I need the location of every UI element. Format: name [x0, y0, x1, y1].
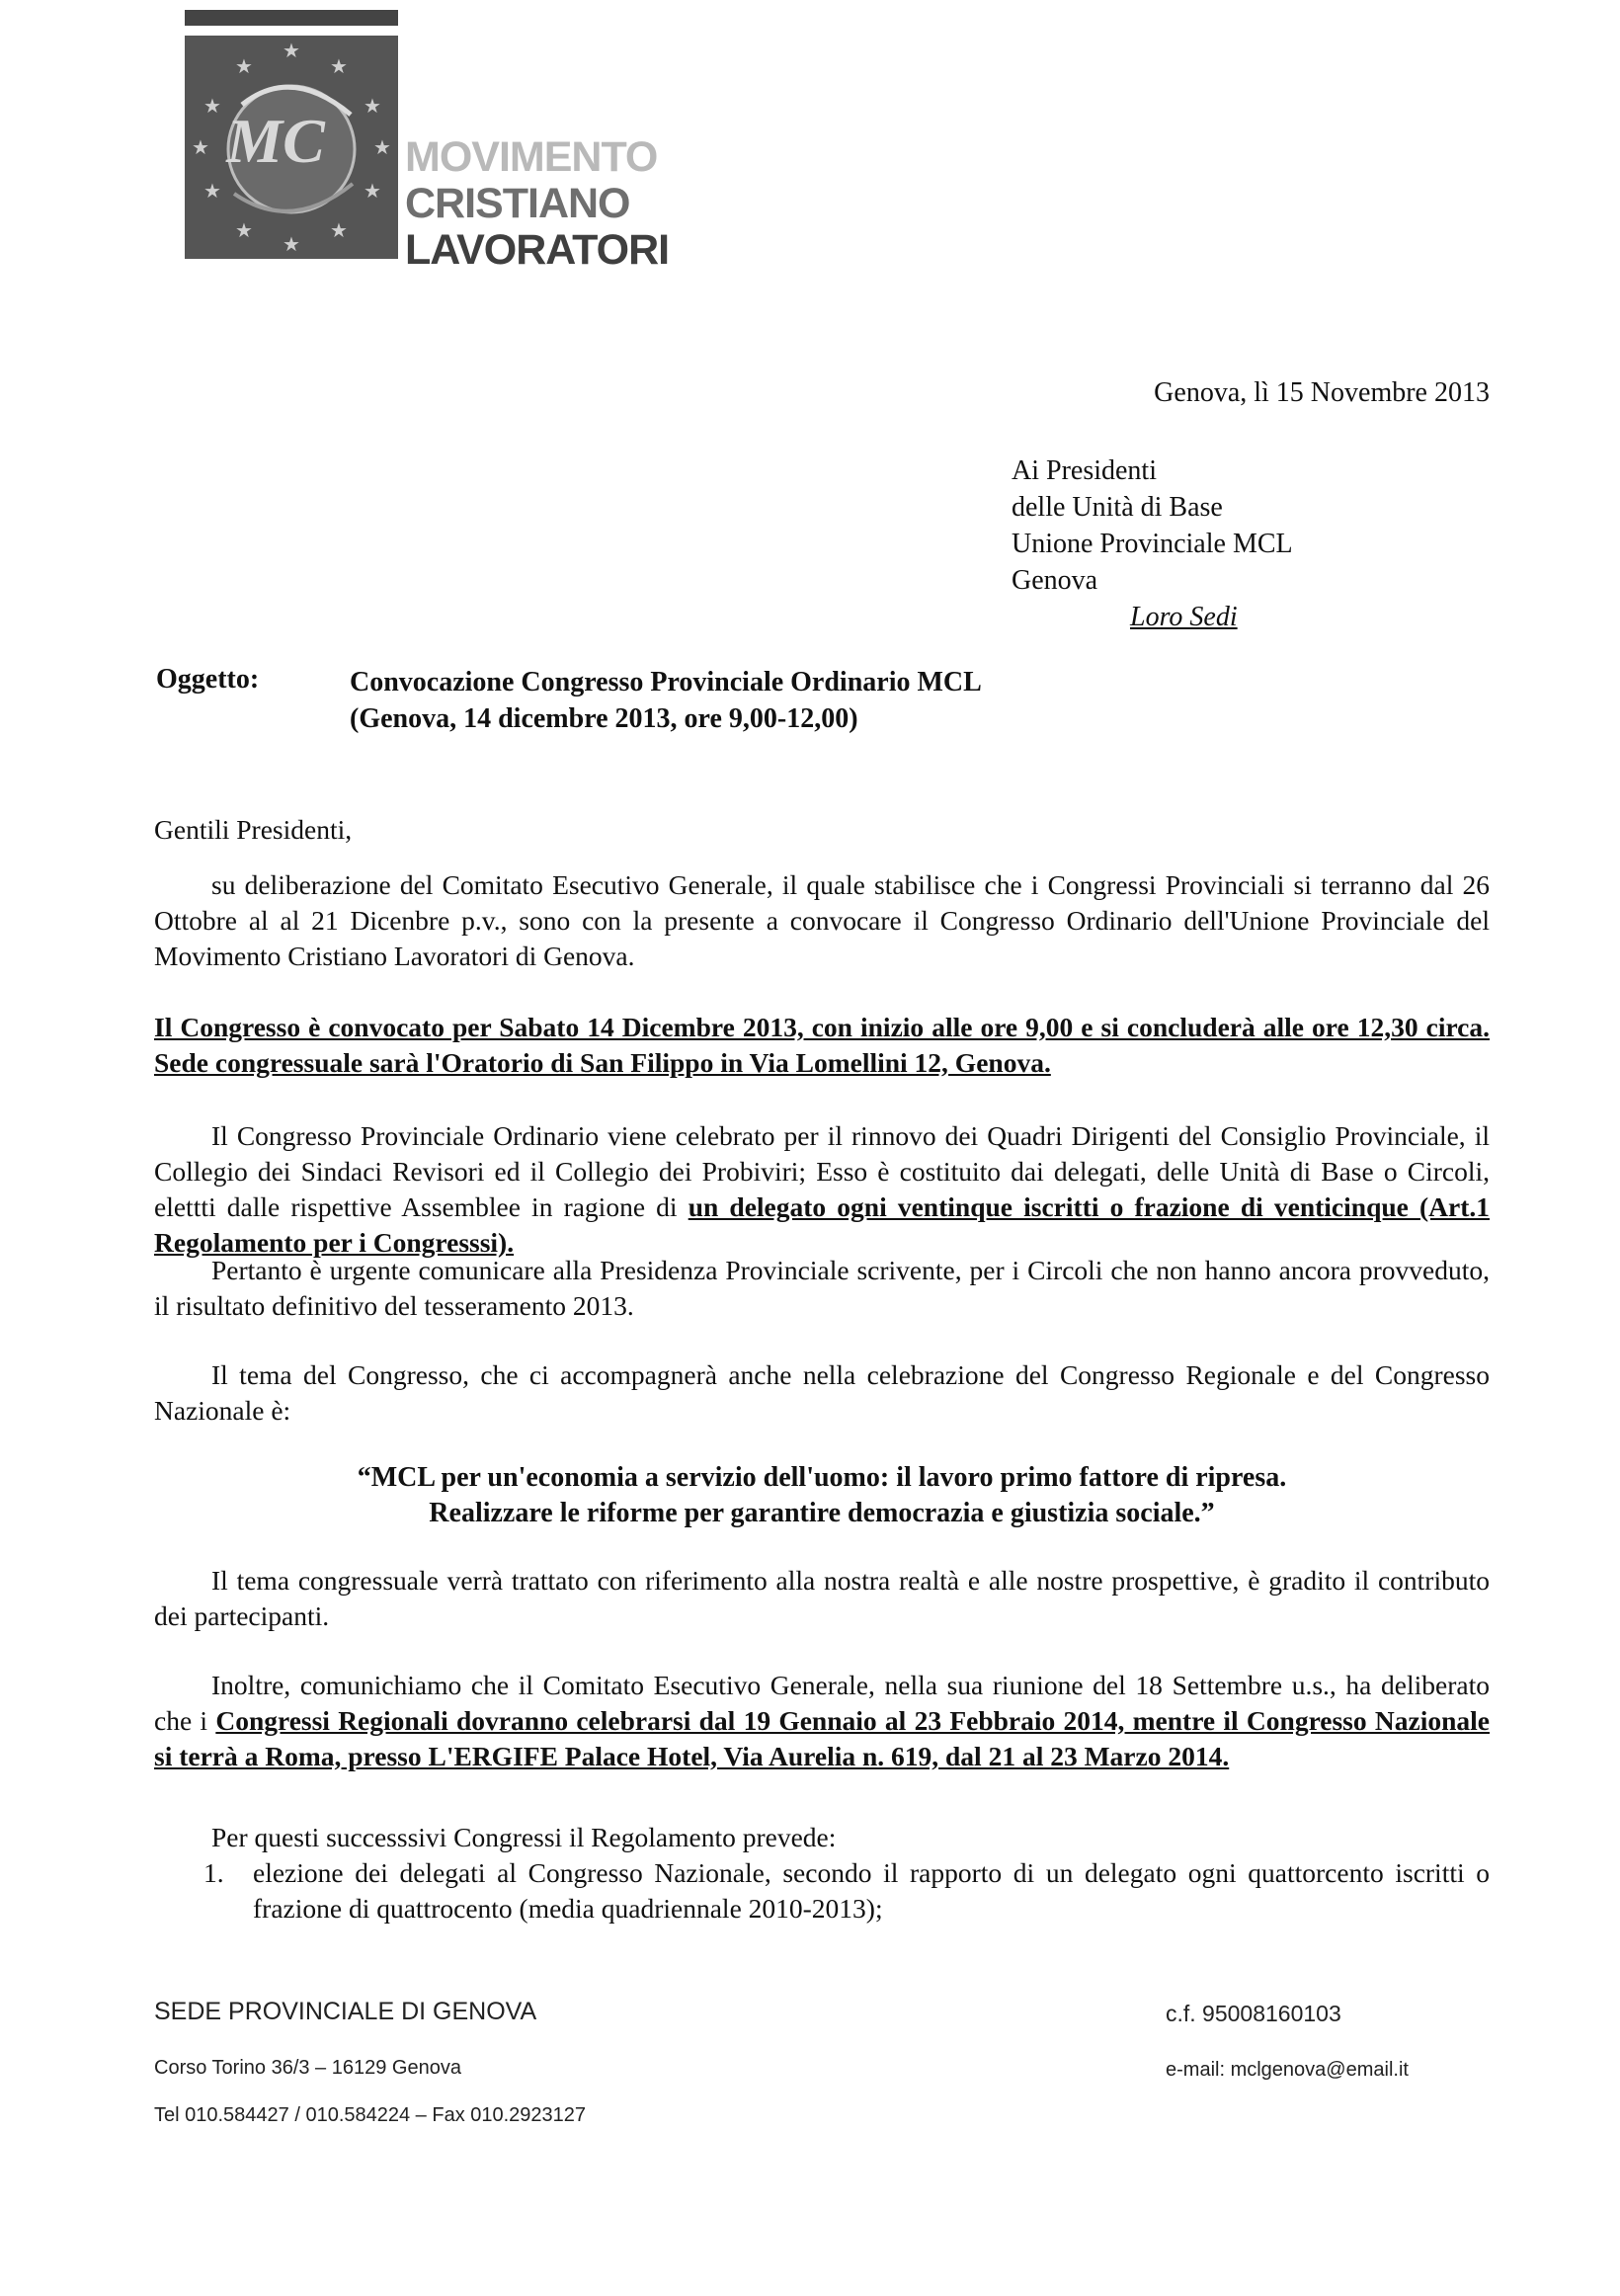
footer-email: e-mail: mclgenova@email.it: [1166, 2059, 1409, 2081]
footer-office-title: SEDE PROVINCIALE DI GENOVA: [154, 1998, 537, 2025]
paragraph-2-convocation: Il Congresso è convocato per Sabato 14 Dicembre 2013, con inizio alle ore 9,00 e si concluderà alle ore 12,30 circa. Sede congressuale sarà l'Oratorio di San Filippo in Via Lomellini 12, Genova.: [154, 1012, 1490, 1078]
addressee-line: delle Unità di Base: [1012, 492, 1223, 523]
footer-tax-code: c.f. 95008160103: [1166, 2001, 1341, 2026]
paragraph-7: [154, 1668, 1490, 1774]
logo-line-3: LAVORATORI: [405, 226, 670, 274]
star-icon: ★: [373, 135, 391, 159]
addressee-block: [1012, 452, 1293, 635]
regulation-list: [154, 1855, 1490, 1927]
paragraph-1: su deliberazione del Comitato Esecutivo Generale, il quale stabilisce che i Congressi Provinciali si terranno dal 26 Ottobre al al 21 Dicenbre p.v., sono con la presente a convocare il Congresso Ordinario dell'Unione Provinciale del Movimento Cristiano Lavoratori di Genova.: [154, 869, 1490, 971]
theme-line-2: Realizzare le riforme per garantire democrazia e giustizia sociale.”: [429, 1498, 1215, 1528]
paragraph-4: Pertanto è urgente comunicare alla Presidenza Provinciale scrivente, per i Circoli che non hanno ancora provveduto, il risultato definitivo del tesseramento 2013.: [154, 1255, 1490, 1321]
subject-line-1: Convocazione Congresso Provinciale Ordinario MCL: [350, 667, 982, 697]
star-icon: ★: [235, 218, 253, 242]
star-icon: ★: [283, 39, 300, 62]
addressee-closing: Loro Sedi: [1130, 602, 1238, 632]
star-icon: ★: [203, 179, 221, 203]
star-icon: ★: [283, 232, 300, 256]
logo-line-2: CRISTIANO: [405, 180, 630, 227]
subject-text: [350, 664, 982, 737]
logo-monogram: MC: [226, 106, 325, 176]
paragraph-7-text: Inoltre, comunichiamo che il Comitato Esecutivo Generale, nella sua riunione del 18 Settembre u.s., ha deliberato che i: [154, 1670, 1490, 1736]
list-item-text: elezione dei delegati al Congresso Nazionale, secondo il rapporto di un delegato ogni quattorcento iscritti o frazione di quattrocento (media quadriennale 2010-2013);: [253, 1857, 1490, 1924]
addressee-line: Unione Provinciale MCL: [1012, 529, 1293, 559]
star-icon: ★: [235, 54, 253, 78]
addressee-line: Ai Presidenti: [1012, 455, 1157, 486]
star-icon: ★: [192, 135, 209, 159]
star-icon: ★: [364, 179, 381, 203]
star-icon: ★: [203, 94, 221, 118]
footer-address: Corso Torino 36/3 – 16129 Genova: [154, 2057, 461, 2079]
congress-theme-quote: [154, 1460, 1490, 1531]
salutation: Gentili Presidenti,: [154, 814, 353, 845]
logo-line-1: MOVIMENTO: [405, 133, 658, 181]
paragraph-6: Il tema congressuale verrà trattato con riferimento alla nostra realtà e alle nostre prospettive, è gradito il contributo dei partecipanti.: [154, 1565, 1490, 1631]
paragraph-3-text: Il Congresso Provinciale Ordinario viene celebrato per il rinnovo dei Quadri Dirigenti del Consiglio Provinciale, il Collegio dei Sindaci Revisori ed il Collegio dei Probiviri; Esso è costituito dai delegati, delle Unità di Base o Circoli, elettti dalle rispettive Assemblee in ragione di: [154, 1120, 1490, 1222]
paragraph-3: [154, 1118, 1490, 1261]
letter-date: Genova, lì 15 Novembre 2013: [1154, 377, 1490, 408]
mcl-logo-emblem: [185, 36, 398, 259]
logo-emblem-graphic: [185, 36, 398, 259]
logo-wordmark: [405, 134, 669, 274]
star-icon: ★: [364, 94, 381, 118]
paragraph-7-highlight: Congressi Regionali dovranno celebrarsi dal 19 Gennaio al 23 Febbraio 2014, mentre il Congresso Nazionale si terrà a Roma, presso L'ERGIFE Palace Hotel, Via Aurelia n. 619, dal 21 al 23 Marzo 2014.: [154, 1705, 1490, 1771]
footer-phone: Tel 010.584427 / 010.584224 – Fax 010.2923127: [154, 2104, 587, 2126]
paragraph-8: Per questi successsivi Congressi il Regolamento prevede:: [211, 1822, 837, 1852]
paragraph-3-highlight: un delegato ogni ventinque iscritti o frazione di venticinque (Art.1 Regolamento per i Congresssi).: [154, 1191, 1490, 1258]
list-item: [154, 1855, 1490, 1927]
theme-line-1: “MCL per un'economia a servizio dell'uomo: il lavoro primo fattore di ripresa.: [357, 1462, 1287, 1493]
star-icon: ★: [330, 54, 348, 78]
addressee-line: Genova: [1012, 565, 1098, 596]
subject-line-2: (Genova, 14 dicembre 2013, ore 9,00-12,00): [350, 703, 858, 734]
paragraph-5: Il tema del Congresso, che ci accompagnerà anche nella celebrazione del Congresso Regionale e del Congresso Nazionale è:: [154, 1359, 1490, 1426]
list-item-number: 1.: [203, 1857, 224, 1888]
logo-top-bar: [185, 10, 398, 26]
subject-label: Oggetto:: [156, 664, 260, 695]
star-icon: ★: [330, 218, 348, 242]
